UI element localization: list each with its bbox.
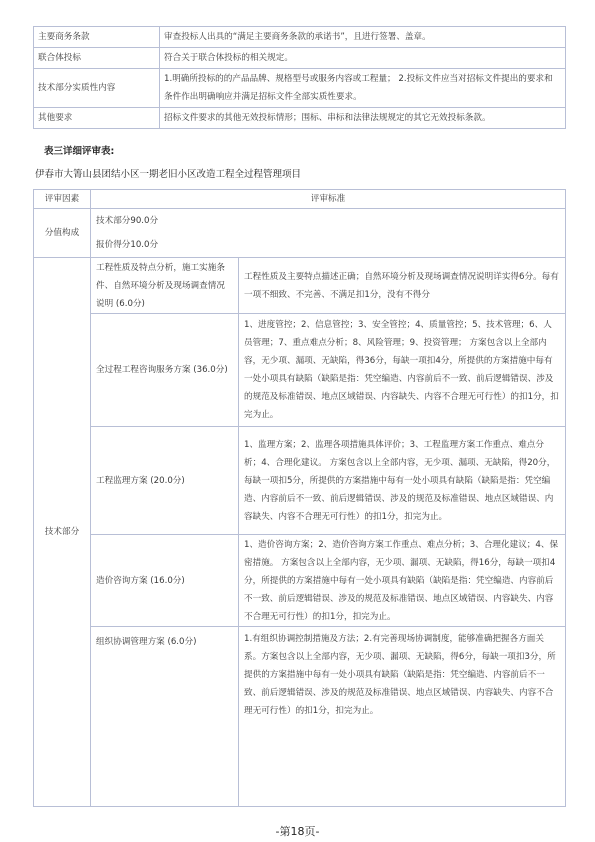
table-row <box>34 627 566 807</box>
row-label: 主要商务条款 <box>34 27 160 48</box>
header-factor: 评审因素 <box>34 190 91 209</box>
item-standard: 1、监理方案；2、监理各项措施具体评价；3、工程监理方案工作重点、难点分析；4、合理化建议。 方案包含以上全部内容，无少项、漏项、无缺陷，得20分，每缺一项扣5分，所提供的方案措施中每有一处小项具有缺陷（缺陷是指：凭空编造、内容前后不一致、前后逻辑错误、涉及的规范及标准错误、地点区域错误、内容缺失、内容不合理无可行性）的扣1分，扣完为止。 <box>239 427 566 535</box>
table-row <box>34 48 566 69</box>
item-name: 全过程工程咨询服务方案 (36.0分) <box>91 314 239 427</box>
table-row <box>34 314 566 427</box>
item-standard: 1、进度管控；2、信息管控；3、安全管控；4、质量管控；5、技术管理；6、人员管理；7、重点难点分析；8、风险管理；9、投资管理； 方案包含以上全部内容，无少项、漏项、无缺陷，得36分，每缺一项扣4分，所提供的方案措施中每有一处小项具有缺陷（缺陷是指：凭空编造、内容前后不一致、前后逻辑错误、涉及的规范及标准错误、地点区域错误、内容缺失、内容不合理无可行性）的扣1分，扣完为止。 <box>239 314 566 427</box>
table-row <box>34 27 566 48</box>
table-row <box>34 69 566 108</box>
tech-score: 技术部分90.0分 <box>96 216 159 226</box>
section-heading: 表三详细评审表: <box>44 146 115 157</box>
score-composition-row <box>34 209 566 258</box>
table-row <box>34 535 566 627</box>
table-header-row <box>34 190 566 209</box>
project-title: 伊春市大箐山县团结小区一期老旧小区改造工程全过程管理项目 <box>35 169 302 180</box>
row-label: 其他要求 <box>34 108 160 129</box>
page-number: -第18页- <box>275 825 320 838</box>
item-name: 造价咨询方案 (16.0分) <box>91 535 239 627</box>
row-label: 联合体投标 <box>34 48 160 69</box>
item-name: 组织协调管理方案 (6.0分) <box>91 627 239 807</box>
compliance-table <box>33 26 566 129</box>
header-standard: 评审标准 <box>91 190 566 209</box>
table-row <box>34 108 566 129</box>
row-value: 1.明确所投标的的产品品牌、规格型号或服务内容或工程量； 2.投标文件应当对招标文件提出的要求和条件作出明确响应并满足招标文件全部实质性要求。 <box>160 69 566 108</box>
tech-part-label: 技术部分 <box>34 258 91 807</box>
item-standard: 1.有组织协调控制措施及方法；2.有完善现场协调制度，能够准确把握各方面关系。方案包含以上全部内容，无少项、漏项、无缺陷，得6分，每缺一项扣3分，所提供的方案措施中每有一处小项具有缺陷（缺陷是指：凭空编造、内容前后不一致、前后逻辑错误、涉及的规范及标准错误、地点区域错误、内容缺失、内容不合理无可行性）的扣1分，扣完为止。 <box>239 627 566 807</box>
price-score: 报价得分10.0分 <box>96 240 159 250</box>
row-label: 技术部分实质性内容 <box>34 69 160 108</box>
evaluation-table <box>33 189 566 807</box>
table-row <box>34 258 566 314</box>
table-row <box>34 427 566 535</box>
row-value: 招标文件要求的其他无效投标情形；围标、串标和法律法规规定的其它无效投标条款。 <box>160 108 566 129</box>
item-name: 工程性质及特点分析，施工实施条件、自然环境分析及现场调查情况说明 (6.0分) <box>91 258 239 314</box>
score-composition-label: 分值构成 <box>34 209 91 258</box>
item-name: 工程监理方案 (20.0分) <box>91 427 239 535</box>
row-value: 审查投标人出具的“满足主要商务条款的承诺书”，且进行签署、盖章。 <box>160 27 566 48</box>
item-standard: 工程性质及主要特点描述正确；自然环境分析及现场调查情况说明详实得6分。每有一项不细致、不完善、不满足扣1分，没有不得分 <box>239 258 566 314</box>
item-standard: 1、造价咨询方案；2、造价咨询方案工作重点、难点分析；3、合理化建议；4、保密措施。 方案包含以上全部内容，无少项、漏项、无缺陷，得16分，每缺一项扣4分，所提供的方案措施中每有一处小项具有缺陷（缺陷是指：凭空编造、内容前后不一致、前后逻辑错误、涉及的规范及标准错误、地点区域错误、内容缺失、内容不合理无可行性）的扣1分，扣完为止。 <box>239 535 566 627</box>
row-value: 符合关于联合体投标的相关规定。 <box>160 48 566 69</box>
